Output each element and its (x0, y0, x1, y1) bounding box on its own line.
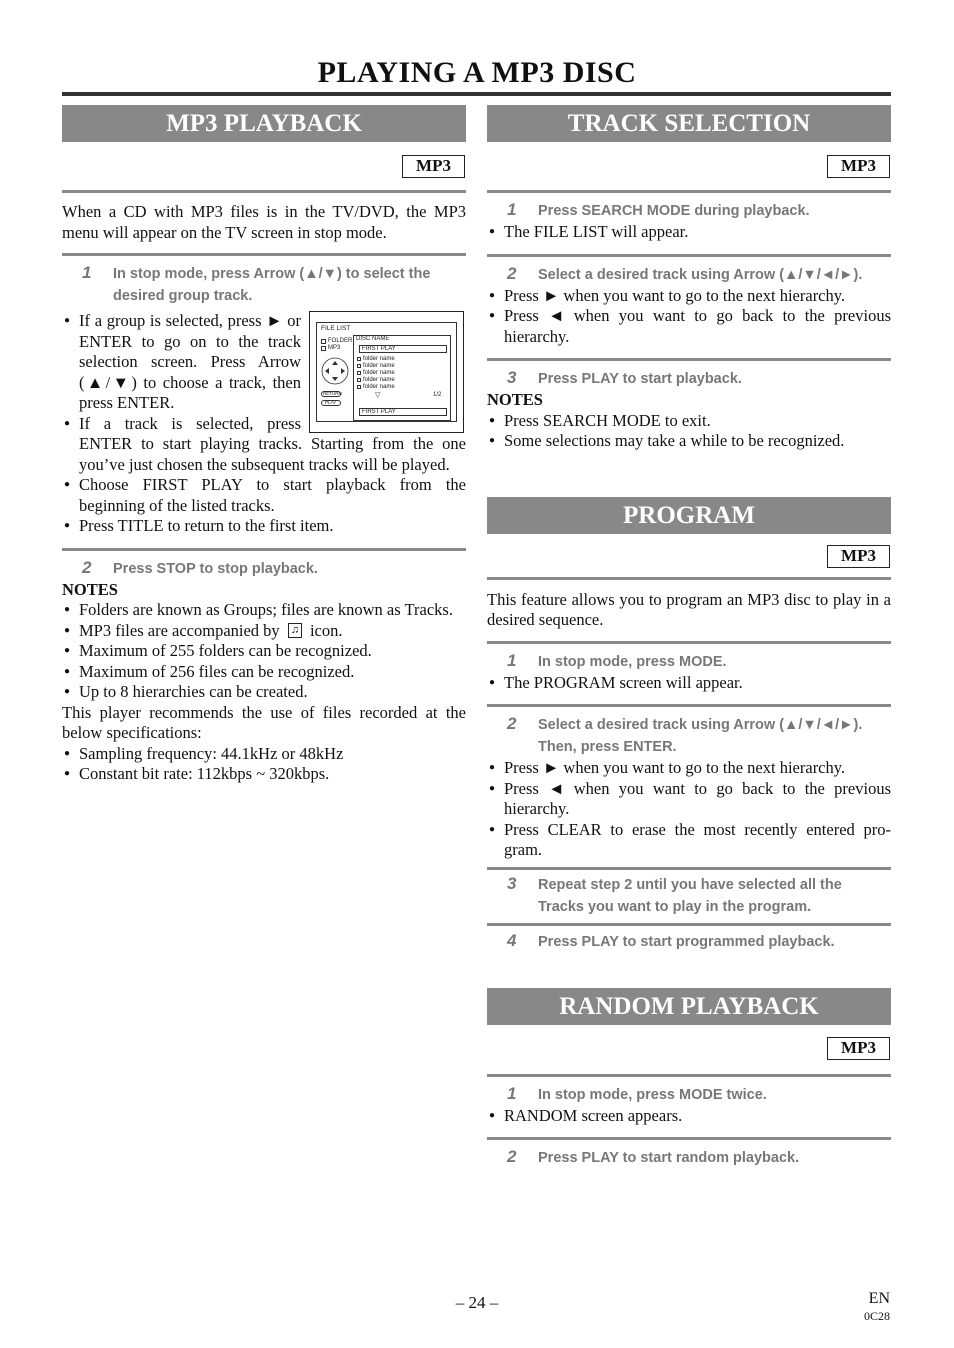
figure-return-label: RETURN (323, 391, 342, 396)
track-step-1-bullets (487, 222, 891, 243)
program-step-1 (487, 651, 891, 673)
list-item: ● Maximum of 255 folders can be recognized. (62, 641, 466, 662)
right-column (487, 105, 891, 1169)
section-rule (62, 253, 466, 256)
track-notes (487, 411, 891, 452)
track-step-3 (487, 368, 891, 390)
figure-folder-item: folder name (363, 363, 395, 369)
track-step-2-bullets (487, 286, 891, 348)
list-item: ● The FILE LIST will appear. (487, 222, 891, 243)
mp3-file-icon: ♫ (288, 623, 302, 638)
step-text: Select a desired track using Arrow (▲/▼/◄/►). (538, 266, 863, 283)
section-rule (487, 1137, 891, 1140)
step-number: 4 (507, 930, 517, 950)
spec-intro: This player recommends the use of files recorded at the below specifications: (62, 702, 466, 742)
section-rule (62, 548, 466, 551)
section-rule (487, 254, 891, 257)
step-number: 1 (507, 650, 517, 670)
track-step-1 (487, 200, 891, 222)
step-text: In stop mode, press MODE twice. (538, 1086, 767, 1103)
mp3-playback-intro: When a CD with MP3 files is in the TV/DVD, the MP3 menu will appear on the TV screen in stop mode. (62, 202, 466, 242)
list-item: ● Some selections may take a while to be recognized. (487, 431, 891, 452)
section-rule (487, 1074, 891, 1077)
figure-folder-item: folder name (363, 384, 395, 390)
figure-folder-item: folder name (363, 377, 395, 383)
list-item: ● Folders are known as Groups; files are known as Tracks. (62, 600, 466, 621)
mp3-notes (62, 600, 466, 703)
mp3-step-1-bullets (62, 311, 466, 537)
mp3-badge: MP3 (402, 155, 465, 178)
mp3-step-1-body (62, 311, 466, 537)
step-text: Repeat step 2 until you have selected all the Tracks you want to play in the program. (538, 876, 842, 915)
list-item: ● Press ► when you want to go to the next hierarchy. (487, 286, 891, 307)
list-item: ● Maximum of 256 files can be recognized. (62, 662, 466, 683)
list-item: ● Press ► when you want to go to the next hierarchy. (487, 758, 891, 779)
step-number: 2 (507, 714, 517, 733)
step-number: 2 (507, 263, 517, 283)
section-rule (487, 923, 891, 926)
random-step-1-bullets (487, 1106, 891, 1127)
figure-first-play-bottom: FIRST PLAY (362, 409, 396, 415)
mp3-badge: MP3 (827, 545, 890, 568)
language-code: EN (868, 1290, 890, 1307)
program-step-3 (487, 874, 891, 918)
step-text: Press PLAY to start random playback. (538, 1150, 800, 1166)
track-step-2 (487, 264, 891, 286)
list-item: ● Constant bit rate: 112kbps ~ 320kbps. (62, 764, 466, 785)
list-item: ● The PROGRAM screen will appear. (487, 673, 891, 694)
list-item: ● Up to 8 hierarchies can be created. (62, 682, 466, 703)
step-text: Press SEARCH MODE during playback. (538, 203, 810, 219)
list-item: ● Press ◄ when you want to go back to the previous hierarchy. (487, 779, 891, 820)
step-number: 2 (507, 1147, 517, 1166)
list-item: ● Press CLEAR to erase the most recently entered pro-gram. (487, 820, 891, 861)
step-text: Select a desired track using Arrow (▲/▼/◄/►). Then, press ENTER. (538, 717, 863, 755)
step-number: 1 (507, 200, 517, 219)
list-item: ● Sampling frequency: 44.1kHz or 48kHz (62, 744, 466, 765)
step-text: Press PLAY to start playback. (538, 371, 742, 387)
page-title: PLAYING A MP3 DISC (317, 56, 637, 89)
down-arrow-icon: ▽ (375, 392, 381, 399)
track-selection-heading: TRACK SELECTION (487, 105, 891, 142)
step-text: In stop mode, press MODE. (538, 653, 727, 670)
list-item: ● Choose FIRST PLAY to start playback from the beginning of the listed tracks. (62, 475, 466, 516)
program-step-1-bullets (487, 673, 891, 694)
document-code: 0C28 (863, 1309, 890, 1323)
figure-folder-label: FOLDER (328, 338, 353, 344)
list-item: ● If a track is selected, press ENTER to start playing tracks. Starting from the one you’ve just chosen the subsequent tracks will be played. (62, 414, 466, 476)
mp3-playback-heading: MP3 PLAYBACK (62, 105, 466, 142)
step-number: 1 (507, 1083, 517, 1103)
mp3-step-2 (62, 558, 466, 580)
left-column (62, 105, 466, 785)
note-text: icon. (309, 620, 343, 640)
random-step-1 (487, 1084, 891, 1106)
mp3-badge: MP3 (827, 155, 890, 178)
list-item: ● RANDOM screen appears. (487, 1106, 891, 1127)
step-number: 3 (507, 873, 517, 893)
step-number: 3 (507, 368, 517, 387)
list-item: ● Press SEARCH MODE to exit. (487, 411, 891, 432)
section-rule (487, 358, 891, 361)
random-step-2 (487, 1147, 891, 1169)
step-text: In stop mode, press Arrow (▲/▼) to select the desired group track. (113, 266, 431, 304)
note-text: MP3 files are accompanied by (79, 620, 280, 640)
section-rule (487, 577, 891, 580)
figure-mp3-label: MP3 (328, 345, 341, 351)
figure-folder-item: folder name (363, 370, 395, 376)
title-rule (62, 92, 891, 96)
list-item: ● Press ◄ when you want to go back to the previous hierarchy. (487, 306, 891, 347)
section-rule (487, 704, 891, 707)
figure-folder-item: folder name (363, 356, 395, 362)
figure-page-indicator: 1/2 (433, 392, 442, 398)
figure-first-play-top: FIRST PLAY (362, 346, 396, 352)
program-step-4 (487, 931, 891, 953)
section-rule (487, 641, 891, 644)
step-number: 1 (82, 263, 92, 282)
program-intro: This feature allows you to program an MP3 disc to play in a desired sequence. (487, 589, 891, 629)
figure-play-label: PLAY (325, 400, 337, 405)
list-item (62, 621, 466, 642)
notes-heading: NOTES (62, 579, 118, 599)
step-number: 2 (82, 557, 92, 577)
list-item: ● Press TITLE to return to the first item. (62, 516, 466, 537)
random-playback-heading: RANDOM PLAYBACK (487, 988, 891, 1025)
mp3-badge: MP3 (827, 1037, 890, 1060)
step-text: Press STOP to stop playback. (113, 560, 318, 577)
section-rule (487, 190, 891, 193)
program-heading: PROGRAM (487, 497, 891, 534)
section-rule (62, 190, 466, 193)
page-number: – 24 – (455, 1293, 499, 1312)
program-step-2-bullets (487, 758, 891, 861)
figure-disc-name: DISC NAME (356, 336, 390, 342)
mp3-step-1 (62, 263, 466, 307)
step-text: Press PLAY to start programmed playback. (538, 933, 835, 950)
notes-heading: NOTES (487, 390, 543, 409)
section-rule (487, 867, 891, 870)
figure-title: FILE LIST (321, 325, 351, 332)
list-item: ● If a group is selected, press ► or ENTER to go on to the track selection screen. Press Arrow (▲/▼) to choose a track, then press ENTER. (62, 311, 466, 414)
program-step-2 (487, 714, 891, 758)
spec-list (62, 744, 466, 785)
